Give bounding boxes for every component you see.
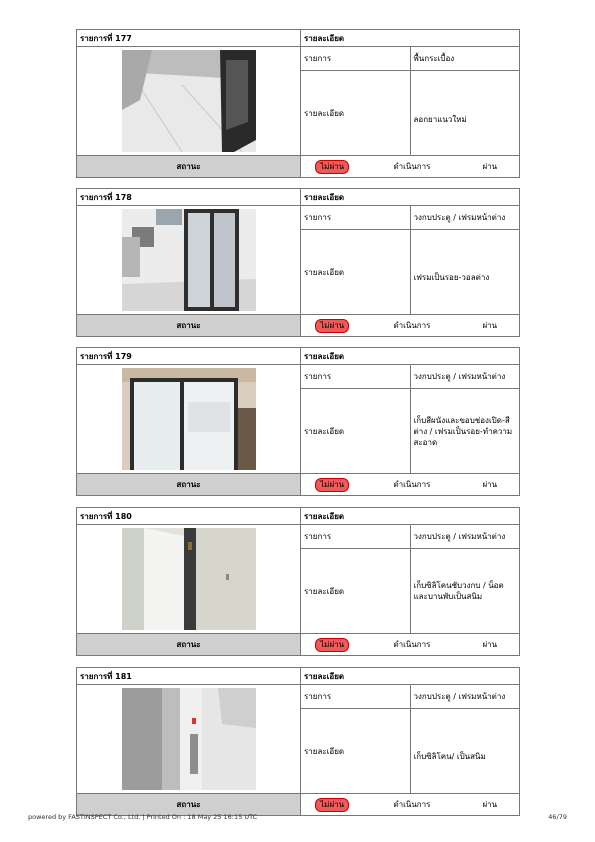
detail-value: เก็บซิลิโคนชับวงกบ / น็อตและบานพับเป็นสนิม [410,549,520,634]
floor-tile-photo [122,50,256,152]
detail-value: ลอกยาแนวใหม่ [410,71,520,156]
glass-door-photo [122,368,256,470]
detail-label: รายละเอียด [301,549,411,634]
photo-cell [77,206,301,315]
item-label: รายการ [301,365,411,389]
status-pass[interactable]: ผ่าน [482,321,498,330]
detail-header: รายละเอียด [301,348,520,365]
status-label: สถานะ [77,634,301,656]
status-processing[interactable]: ดำเนินการ [393,640,431,649]
item-value: วงกบประตู / เฟรมหน้าต่าง [410,206,520,230]
status-processing[interactable]: ดำเนินการ [393,480,431,489]
status-processing[interactable]: ดำเนินการ [393,321,431,330]
item-label: รายการ [301,685,411,709]
status-pass[interactable]: ผ่าน [482,162,498,171]
detail-header: รายละเอียด [301,30,520,47]
status-label: สถานะ [77,315,301,337]
detail-header: รายละเอียด [301,508,520,525]
inspection-card-177 [76,29,520,178]
detail-label: รายละเอียด [301,71,411,156]
photo-cell [77,365,301,474]
inspection-card-181 [76,667,520,816]
detail-header: รายละเอียด [301,189,520,206]
status-label: สถานะ [77,474,301,496]
footer-printed-info: powered by FASTINSPECT Co., Ltd. | Printed On : 18 May 25 16:15 UTC [28,813,258,821]
status-label: สถานะ [77,156,301,178]
status-pass[interactable]: ผ่าน [482,800,498,809]
status-pass[interactable]: ผ่าน [482,640,498,649]
detail-value: เก็บสีผนังและขอบช่องเปิด-สีต่าง / เฟรมเป็นรอย-ทำความสะอาด [410,389,520,474]
photo-cell [77,47,301,156]
status-processing[interactable]: ดำเนินการ [393,162,431,171]
item-label: รายการ [301,47,411,71]
item-title: รายการที่ 179 [77,348,301,365]
status-pass[interactable]: ผ่าน [482,480,498,489]
item-label: รายการ [301,206,411,230]
detail-label: รายละเอียด [301,230,411,315]
page-number: 46/79 [548,813,567,821]
status-fail[interactable]: ไม่ผ่าน [301,478,363,492]
inspection-card-179 [76,347,520,496]
status-processing[interactable]: ดำเนินการ [393,800,431,809]
status-fail[interactable]: ไม่ผ่าน [301,638,363,652]
inspection-card-180 [76,507,520,656]
detail-value: เก็บซิลิโคน/ เป็นสนิม [410,709,520,794]
photo-cell [77,525,301,634]
item-value: วงกบประตู / เฟรมหน้าต่าง [410,525,520,549]
item-title: รายการที่ 178 [77,189,301,206]
photo-cell [77,685,301,794]
inspection-card-178 [76,188,520,337]
status-fail[interactable]: ไม่ผ่าน [301,319,363,333]
item-title: รายการที่ 177 [77,30,301,47]
item-label: รายการ [301,525,411,549]
door-latch-photo [122,688,256,790]
item-value: พื้นกระเบื้อง [410,47,520,71]
item-title: รายการที่ 180 [77,508,301,525]
status-fail[interactable]: ไม่ผ่าน [301,798,363,812]
detail-value: เฟรมเป็นรอย-วอลต่าง [410,230,520,315]
detail-label: รายละเอียด [301,709,411,794]
door-hinge-photo [122,528,256,630]
status-fail[interactable]: ไม่ผ่าน [301,160,363,174]
door-frame-photo [122,209,256,311]
item-value: วงกบประตู / เฟรมหน้าต่าง [410,365,520,389]
detail-label: รายละเอียด [301,389,411,474]
item-title: รายการที่ 181 [77,668,301,685]
status-label: สถานะ [77,794,301,816]
detail-header: รายละเอียด [301,668,520,685]
item-value: วงกบประตู / เฟรมหน้าต่าง [410,685,520,709]
